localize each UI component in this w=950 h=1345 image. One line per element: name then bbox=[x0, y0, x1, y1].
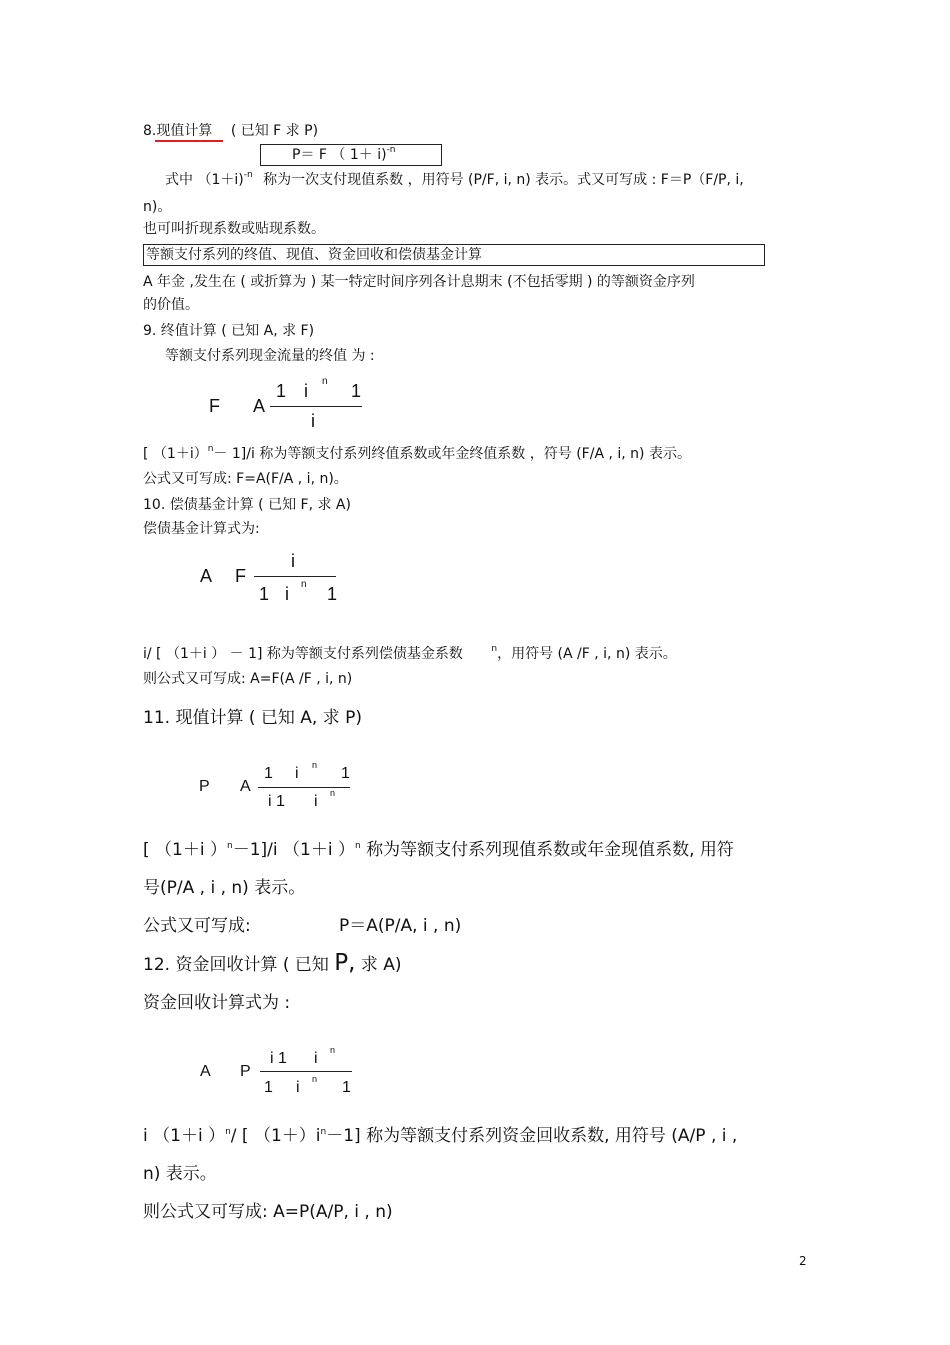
s9-num-exp: n bbox=[322, 376, 328, 387]
s12-desc-b: / [ （1＋）i bbox=[230, 1126, 321, 1146]
s10-title: 10. 偿债基金计算 ( 已知 F, 求 A) bbox=[143, 497, 351, 513]
s9-num-c: 1 bbox=[351, 381, 362, 401]
s10-intro: 偿债基金计算式为: bbox=[143, 521, 260, 537]
s12-den-b: i bbox=[296, 1079, 300, 1096]
s11-desc-a: [ （1＋i ） bbox=[143, 840, 227, 860]
s11-alt-formula: P＝A(P/A, i , n) bbox=[339, 916, 462, 936]
s10-den-c: 1 bbox=[327, 584, 338, 604]
s9-desc-a: [ （1＋i） bbox=[143, 446, 208, 462]
s12-intro: 资金回收计算式为 : bbox=[143, 993, 291, 1013]
s12-desc2: n) 表示。 bbox=[143, 1164, 217, 1184]
s12-title-p: P, bbox=[334, 950, 356, 976]
s12-den-exp: n bbox=[312, 1074, 318, 1084]
s12-title-b: 求 A) bbox=[360, 955, 402, 975]
s9-alt: 公式又可写成: F=A(F/A , i, n)。 bbox=[143, 471, 348, 487]
header-box-text: 等额支付系列的终值、现值、资金回收和偿债基金计算 bbox=[146, 247, 482, 263]
s11-desc-b: －1]/i （1＋i ） bbox=[232, 840, 355, 860]
s8-line1 bbox=[165, 171, 744, 191]
red-underline bbox=[155, 140, 223, 142]
s9-den: i bbox=[311, 411, 315, 431]
s10-coef: F bbox=[235, 566, 246, 586]
s11-lhs: P bbox=[199, 778, 210, 795]
s8-line2: n)。 bbox=[143, 199, 172, 215]
s12-fraction-bar bbox=[260, 1071, 352, 1072]
s10-desc-b: ，用符号 (A /F , i, n) 表示。 bbox=[497, 646, 677, 662]
s11-fraction-bar bbox=[258, 787, 350, 788]
annuity-def-1: A 年金 ,发生在 ( 或折算为 ) 某一特定时间序列各计息期末 (不包括零期 ) 的等额资金序列 bbox=[143, 274, 695, 290]
s11-desc-exp2: n bbox=[354, 841, 361, 851]
s10-desc bbox=[143, 645, 677, 665]
s12-num-exp: n bbox=[330, 1045, 336, 1055]
s9-desc-b: － 1]/i 称为等额支付系列终值系数或年金终值系数 ，符号 (F/A , i, n) 表示。 bbox=[213, 446, 691, 462]
s8-title: 现值计算 bbox=[156, 123, 213, 139]
s12-title-a: 12. 资金回收计算 ( 已知 bbox=[143, 955, 329, 975]
s9-lhs: F bbox=[209, 396, 220, 416]
s9-num-a: 1 bbox=[276, 381, 287, 401]
s9-desc-exp: n bbox=[207, 444, 214, 454]
s12-coef: P bbox=[240, 1063, 251, 1080]
s12-desc-c: －1] 称为等额支付系列资金回收系数, 用符号 (A/P , i , bbox=[326, 1126, 738, 1146]
s12-lhs: A bbox=[200, 1063, 211, 1080]
s12-num-b: i bbox=[314, 1050, 318, 1067]
s9-num-b: i bbox=[304, 381, 308, 401]
s12-alt: 则公式又可写成: A=P(A/P, i , n) bbox=[143, 1202, 393, 1222]
s8-formula-text: P＝ F （ 1＋ i) bbox=[292, 147, 387, 163]
s11-den-b: i bbox=[314, 793, 318, 810]
s12-desc bbox=[143, 1125, 737, 1150]
s11-desc bbox=[143, 839, 734, 864]
s10-fraction-bar bbox=[254, 576, 336, 577]
page-number: 2 bbox=[799, 1254, 807, 1268]
s10-desc-exp: n bbox=[491, 644, 498, 654]
s8-line1-exp: -n bbox=[243, 170, 253, 180]
s11-den-exp: n bbox=[330, 788, 336, 798]
s11-coef: A bbox=[240, 778, 251, 795]
s8-formula bbox=[292, 146, 396, 166]
s9-fraction-bar bbox=[270, 406, 362, 407]
annuity-def-2: 的价值。 bbox=[143, 297, 199, 313]
s11-num-exp: n bbox=[312, 760, 318, 770]
s9-intro: 等额支付系列现金流量的终值 为 : bbox=[165, 348, 375, 364]
s11-title: 11. 现值计算 ( 已知 A, 求 P) bbox=[143, 708, 363, 728]
s11-num-a: 1 bbox=[264, 765, 273, 782]
s12-desc-exp1: n bbox=[225, 1127, 231, 1137]
s10-lhs: A bbox=[200, 566, 213, 586]
s12-desc-exp2: n bbox=[320, 1127, 327, 1137]
s12-den-a: 1 bbox=[264, 1079, 273, 1096]
s11-desc2: 号(P/A , i , n) 表示。 bbox=[143, 878, 306, 898]
s10-num: i bbox=[291, 551, 295, 571]
s11-num-b: i bbox=[295, 765, 299, 782]
s12-title bbox=[143, 952, 402, 976]
s8-line1-a: 式中 （1＋i) bbox=[165, 172, 244, 188]
s10-den-a: 1 bbox=[259, 584, 270, 604]
s12-den-c: 1 bbox=[342, 1079, 351, 1096]
s11-desc-c: 称为等额支付系列现值系数或年金现值系数, 用符 bbox=[366, 840, 734, 860]
s11-alt-label: 公式又可写成: bbox=[143, 916, 251, 936]
s8-given: ( 已知 F 求 P) bbox=[230, 123, 319, 139]
s8-formula-exp: -n bbox=[386, 145, 396, 155]
s11-desc-exp1: n bbox=[226, 841, 233, 851]
s10-den-b: i bbox=[285, 584, 289, 604]
s8-line1-b: 称为一次支付现值系数 ，用符号 (P/F, i, n) 表示。式又可写成 : F＝P（F/P, i, bbox=[263, 172, 744, 188]
s9-title: 9. 终值计算 ( 已知 A, 求 F) bbox=[143, 323, 315, 339]
s11-den-a: i 1 bbox=[268, 793, 285, 810]
s9-coef: A bbox=[253, 396, 266, 416]
s12-desc-a: i （1＋i ） bbox=[143, 1126, 226, 1146]
s10-alt: 则公式又可写成: A=F(A /F , i, n) bbox=[143, 671, 353, 687]
s10-den-exp: n bbox=[301, 579, 307, 590]
s8-number: 8. bbox=[143, 123, 157, 139]
s10-desc-a: i/ [ （1＋i ） － 1] 称为等额支付系列偿债基金系数 bbox=[143, 646, 463, 662]
s12-num-a: i 1 bbox=[270, 1050, 287, 1067]
s8-line3: 也可叫折现系数或贴现系数。 bbox=[143, 221, 325, 237]
s11-num-c: 1 bbox=[341, 765, 350, 782]
s9-desc bbox=[143, 445, 691, 465]
s8-heading bbox=[143, 122, 318, 140]
